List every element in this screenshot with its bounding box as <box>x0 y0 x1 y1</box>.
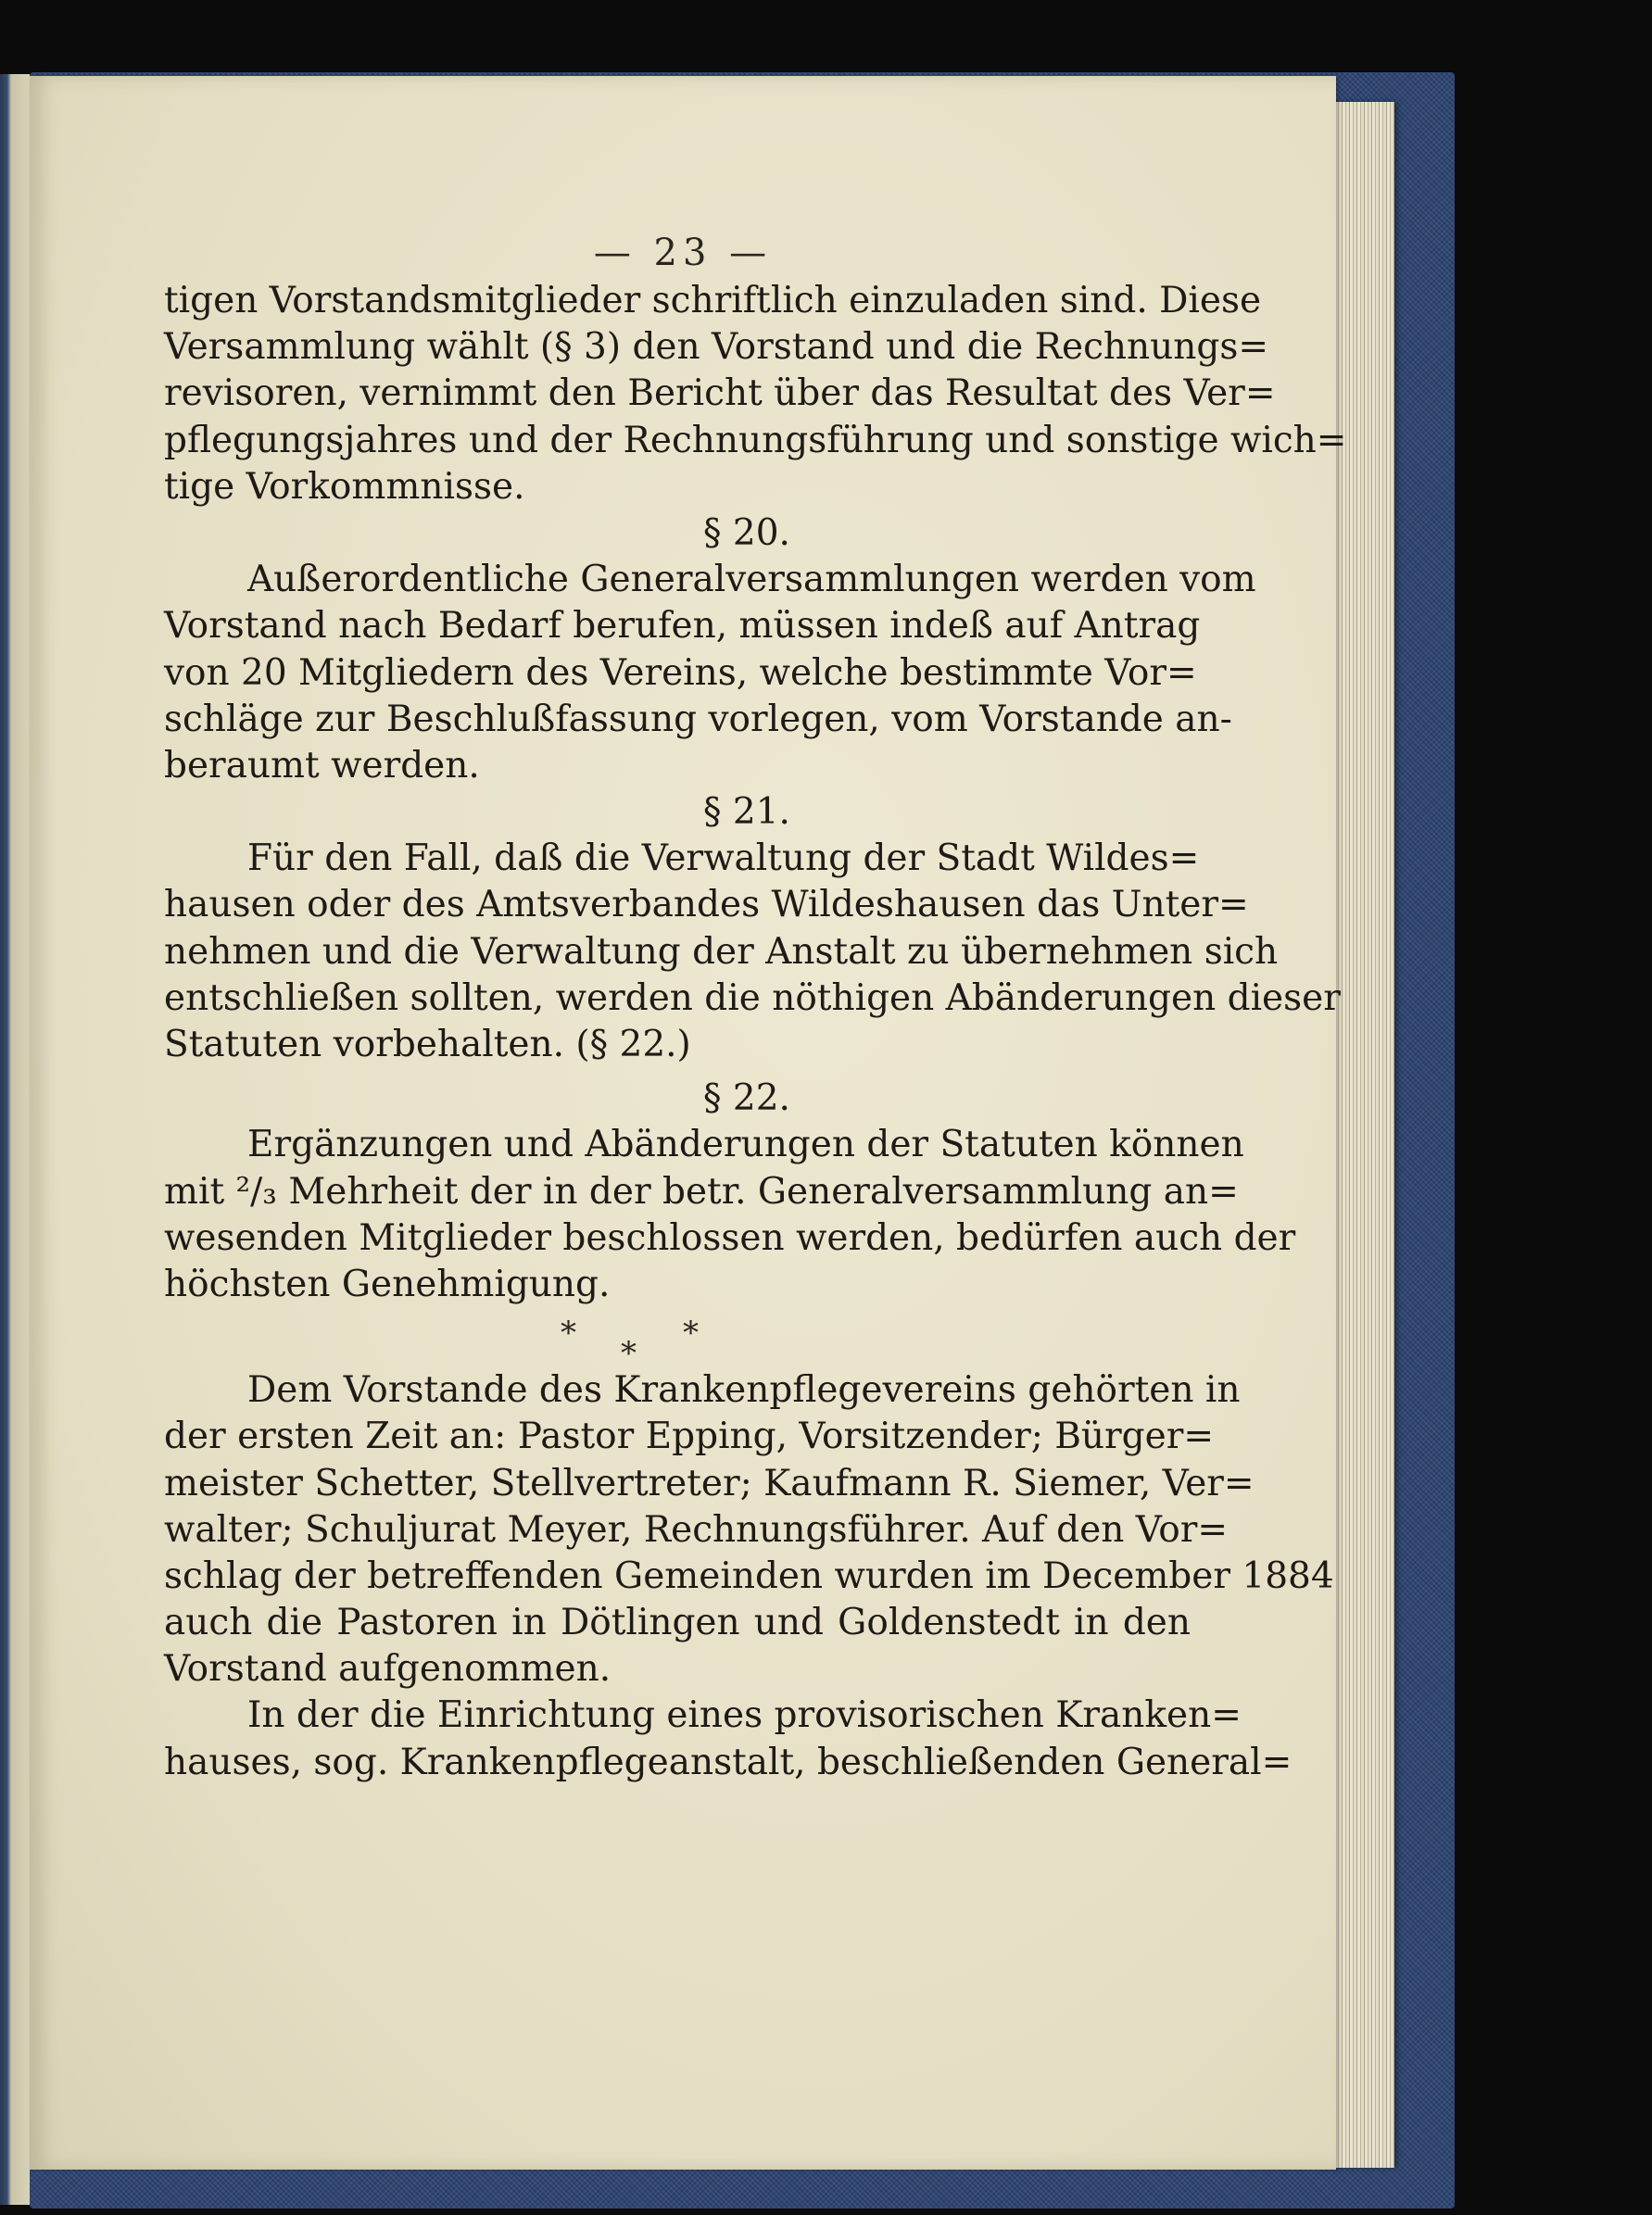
book-page <box>30 76 1347 2170</box>
text-line: entschließen sollten, werden die nöthigen Abänderungen dieser <box>164 976 1341 1019</box>
section-heading: § 20. <box>703 511 790 554</box>
text-line: Ergänzungen und Abänderungen der Statuten können <box>247 1124 1244 1166</box>
text-line: Dem Vorstande des Krankenpflegevereins gehörten in <box>247 1369 1241 1412</box>
text-line: hauses, sog. Krankenpflegeanstalt, beschließenden General= <box>164 1741 1293 1783</box>
text-line: höchsten Genehmigung. <box>164 1263 611 1305</box>
asterisk: * <box>683 1315 699 1353</box>
text-line: auch die Pastoren in Dötlingen und Goldenstedt in den <box>164 1602 1191 1644</box>
text-line: tige Vorkommnisse. <box>164 465 525 508</box>
text-line: Statuten vorbehalten. (§ 22.) <box>164 1024 691 1065</box>
text-line: hausen oder des Amtsverbandes Wildeshausen das Unter= <box>164 884 1249 926</box>
text-line: Vorstand nach Bedarf berufen, müssen indeß auf Antrag <box>164 605 1201 648</box>
page-number: — 23 — <box>593 232 773 274</box>
text-line: tigen Vorstandsmitglieder schriftlich einzuladen sind. Diese <box>164 280 1262 321</box>
text-line: Versammlung wählt (§ 3) den Vorstand und die Rechnungs= <box>164 326 1269 369</box>
page-text <box>164 278 1347 1786</box>
text-line: revisoren, vernimmt den Bericht über das Resultat des Ver= <box>164 372 1276 415</box>
text-line: Außerordentliche Generalversammlungen werden vom <box>247 559 1256 601</box>
text-line: schlag der betreffenden Gemeinden wurden im December 1884 <box>164 1554 1334 1597</box>
text-line: walter; Schuljurat Meyer, Rechnungsführer. Auf den Vor= <box>164 1508 1229 1551</box>
spacer <box>164 1068 1191 1076</box>
asterisk: * <box>561 1315 576 1353</box>
previous-page-edge <box>0 74 30 2205</box>
text-line: beraumt werden. <box>164 744 480 787</box>
text-line: schläge zur Beschlußfassung vorlegen, vom Vorstande an- <box>164 698 1232 740</box>
section-heading: § 21. <box>703 791 790 834</box>
asterisk: * <box>621 1335 637 1373</box>
text-line: Für den Fall, daß die Verwaltung der Stadt Wildes= <box>247 837 1200 880</box>
text-line: von 20 Mitgliedern des Vereins, welche bestimmte Vor= <box>164 651 1197 694</box>
text-line: Vorstand aufgenommen. <box>164 1648 612 1691</box>
text-line: In der die Einrichtung eines provisorischen Kranken= <box>247 1694 1242 1737</box>
text-line: der ersten Zeit an: Pastor Epping, Vorsitzender; Bürger= <box>164 1416 1215 1458</box>
text-line: mit ²/₃ Mehrheit der in der betr. Generalversammlung an= <box>164 1170 1239 1213</box>
text-line: meister Schetter, Stellvertreter; Kaufmann R. Siemer, Ver= <box>164 1462 1255 1504</box>
text-line: wesenden Mitglieder beschlossen werden, bedürfen auch der <box>164 1216 1296 1259</box>
text-line: nehmen und die Verwaltung der Anstalt zu übernehmen sich <box>164 930 1279 973</box>
text-line: pflegungsjahres und der Rechnungsführung und sonstige wich= <box>164 419 1347 461</box>
section-heading: § 22. <box>703 1077 790 1120</box>
asterism-separator <box>164 1308 1191 1373</box>
